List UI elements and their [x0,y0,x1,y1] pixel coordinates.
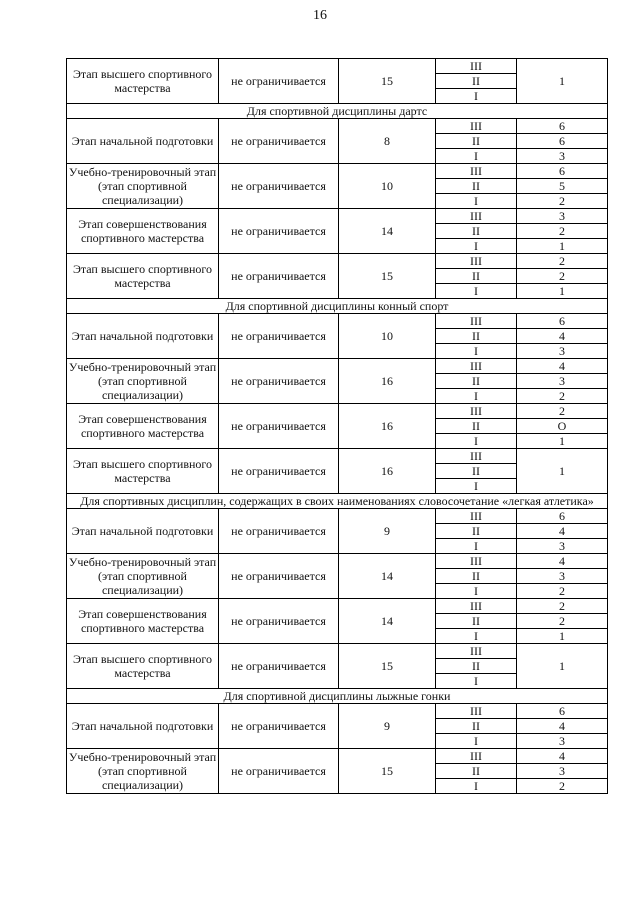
age-cell: не ограничивается [219,749,339,794]
value-cell: 1 [517,284,608,299]
stage-cell: Этап начальной подготовки [67,314,219,359]
value-cell: 6 [517,134,608,149]
count-cell: 10 [339,164,436,209]
age-cell: не ограничивается [219,314,339,359]
section-title: Для спортивных дисциплин, содержащих в своих наименованиях словосочетание «легкая атлетика» [67,494,608,509]
stage-cell: Этап совершенствования спортивного мастерства [67,599,219,644]
count-cell: 16 [339,404,436,449]
age-cell: не ограничивается [219,164,339,209]
count-cell: 14 [339,554,436,599]
value-cell: 2 [517,599,608,614]
value-cell: 4 [517,719,608,734]
value-cell: 4 [517,749,608,764]
value-cell: 1 [517,449,608,494]
rank-cell: III [436,644,517,659]
rank-cell: II [436,419,517,434]
value-cell: 3 [517,764,608,779]
rank-cell: I [436,149,517,164]
value-cell: O [517,419,608,434]
table-row [67,554,608,569]
value-cell: 2 [517,389,608,404]
value-cell: 2 [517,194,608,209]
stage-cell: Этап высшего спортивного мастерства [67,644,219,689]
value-cell: 4 [517,554,608,569]
rank-cell: II [436,659,517,674]
count-cell: 15 [339,644,436,689]
section-header-row [67,494,608,509]
age-cell: не ограничивается [219,359,339,404]
value-cell: 6 [517,119,608,134]
rank-cell: I [436,239,517,254]
stage-cell: Этап начальной подготовки [67,119,219,164]
age-cell: не ограничивается [219,644,339,689]
rank-cell: III [436,599,517,614]
value-cell: 2 [517,614,608,629]
rank-cell: III [436,749,517,764]
table-row [67,359,608,374]
age-cell: не ограничивается [219,209,339,254]
table-row [67,119,608,134]
section-header-row [67,104,608,119]
section-header-row [67,689,608,704]
age-cell: не ограничивается [219,449,339,494]
table-row [67,644,608,659]
value-cell: 3 [517,734,608,749]
stage-cell: Учебно-тренировочный этап (этап спортивной специализации) [67,164,219,209]
stage-cell: Этап высшего спортивного мастерства [67,254,219,299]
rank-cell: I [436,584,517,599]
page-number: 16 [313,8,327,23]
rank-cell: III [436,509,517,524]
rank-cell: II [436,134,517,149]
table-row [67,704,608,719]
rank-cell: III [436,359,517,374]
rank-cell: III [436,704,517,719]
table-row [67,164,608,179]
count-cell: 15 [339,749,436,794]
stage-cell: Этап совершенствования спортивного мастерства [67,209,219,254]
section-header-row [67,299,608,314]
value-cell: 2 [517,779,608,794]
table-row [67,254,608,269]
value-cell: 4 [517,524,608,539]
rank-cell: II [436,224,517,239]
rank-cell: III [436,404,517,419]
value-cell: 2 [517,584,608,599]
age-cell: не ограничивается [219,704,339,749]
section-title: Для спортивной дисциплины конный спорт [67,299,608,314]
rank-cell: III [436,119,517,134]
value-cell: 3 [517,149,608,164]
count-cell: 9 [339,509,436,554]
rank-cell: I [436,344,517,359]
count-cell: 14 [339,209,436,254]
rank-cell: III [436,209,517,224]
table-row [67,749,608,764]
rank-cell: I [436,779,517,794]
rank-cell: II [436,74,517,89]
value-cell: 6 [517,509,608,524]
rank-cell: III [436,164,517,179]
section-title: Для спортивной дисциплины лыжные гонки [67,689,608,704]
value-cell: 2 [517,254,608,269]
rank-cell: I [436,194,517,209]
age-cell: не ограничивается [219,404,339,449]
table-row [67,449,608,464]
age-cell: не ограничивается [219,599,339,644]
rank-cell: II [436,179,517,194]
rank-cell: II [436,569,517,584]
count-cell: 15 [339,59,436,104]
value-cell: 1 [517,644,608,689]
value-cell: 6 [517,164,608,179]
rank-cell: I [436,629,517,644]
stage-cell: Этап высшего спортивного мастерства [67,59,219,104]
stage-cell: Учебно-тренировочный этап (этап спортивной специализации) [67,749,219,794]
rank-cell: II [436,329,517,344]
count-cell: 8 [339,119,436,164]
rank-cell: I [436,539,517,554]
table-row [67,59,608,74]
value-cell: 1 [517,629,608,644]
requirements-table [66,58,608,794]
age-cell: не ограничивается [219,59,339,104]
rank-cell: I [436,284,517,299]
count-cell: 14 [339,599,436,644]
table-row [67,599,608,614]
stage-cell: Учебно-тренировочный этап (этап спортивной специализации) [67,359,219,404]
value-cell: 5 [517,179,608,194]
rank-cell: I [436,389,517,404]
age-cell: не ограничивается [219,254,339,299]
rank-cell: II [436,524,517,539]
rank-cell: III [436,314,517,329]
rank-cell: I [436,674,517,689]
count-cell: 10 [339,314,436,359]
value-cell: 3 [517,569,608,584]
value-cell: 6 [517,314,608,329]
value-cell: 2 [517,404,608,419]
stage-cell: Учебно-тренировочный этап (этап спортивной специализации) [67,554,219,599]
stage-cell: Этап начальной подготовки [67,704,219,749]
age-cell: не ограничивается [219,554,339,599]
count-cell: 16 [339,449,436,494]
stage-cell: Этап высшего спортивного мастерства [67,449,219,494]
rank-cell: I [436,89,517,104]
stage-cell: Этап совершенствования спортивного мастерства [67,404,219,449]
count-cell: 15 [339,254,436,299]
rank-cell: III [436,59,517,74]
value-cell: 3 [517,539,608,554]
rank-cell: I [436,479,517,494]
table-row [67,209,608,224]
rank-cell: I [436,434,517,449]
value-cell: 6 [517,704,608,719]
table-row [67,404,608,419]
value-cell: 1 [517,434,608,449]
count-cell: 9 [339,704,436,749]
value-cell: 3 [517,344,608,359]
rank-cell: II [436,374,517,389]
rank-cell: III [436,554,517,569]
rank-cell: III [436,449,517,464]
rank-cell: II [436,464,517,479]
value-cell: 3 [517,374,608,389]
rank-cell: II [436,614,517,629]
rank-cell: II [436,764,517,779]
table-row [67,314,608,329]
age-cell: не ограничивается [219,509,339,554]
stage-cell: Этап начальной подготовки [67,509,219,554]
rank-cell: II [436,719,517,734]
rank-cell: I [436,734,517,749]
age-cell: не ограничивается [219,119,339,164]
value-cell: 2 [517,269,608,284]
value-cell: 1 [517,59,608,104]
value-cell: 3 [517,209,608,224]
section-title: Для спортивной дисциплины дартс [67,104,608,119]
count-cell: 16 [339,359,436,404]
value-cell: 4 [517,329,608,344]
value-cell: 4 [517,359,608,374]
rank-cell: II [436,269,517,284]
value-cell: 2 [517,224,608,239]
table-row [67,509,608,524]
rank-cell: III [436,254,517,269]
value-cell: 1 [517,239,608,254]
